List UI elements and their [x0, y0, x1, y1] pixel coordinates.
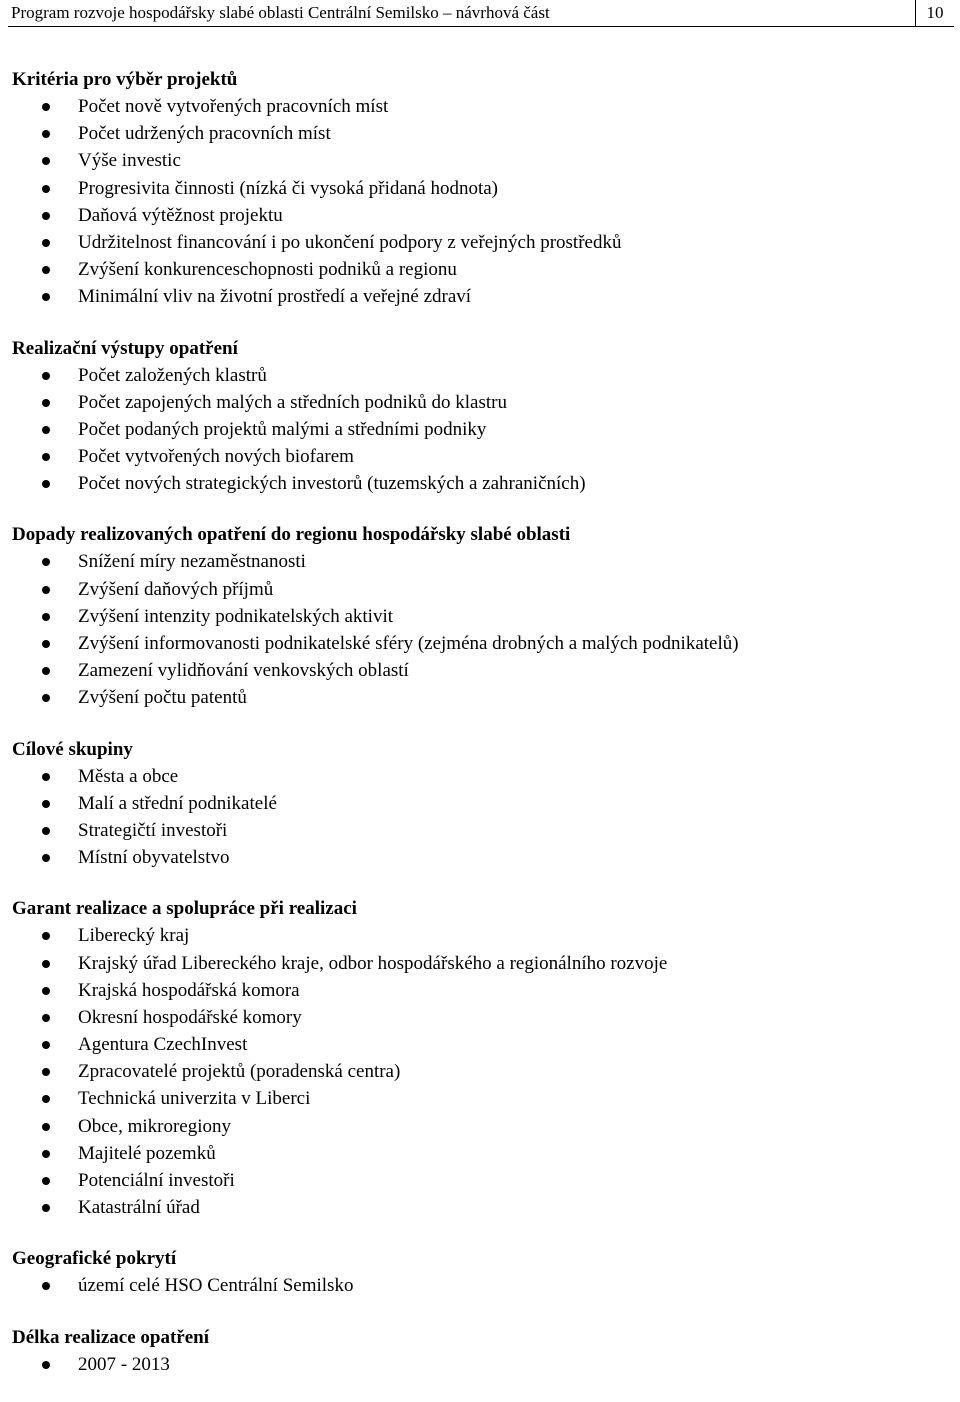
list-item-text: Liberecký kraj [78, 925, 190, 947]
list-item [12, 147, 952, 174]
bullet-icon [42, 800, 50, 808]
list-item [12, 977, 952, 1004]
list-item [12, 817, 952, 844]
list-item-text: Počet vytvořených nových biofarem [78, 446, 354, 468]
list-item-text: Počet nových strategických investorů (tuzemských a zahraničních) [78, 473, 586, 495]
list-item-text: Zvýšení informovanosti podnikatelské sféry (zejména drobných a malých podnikatelů) [78, 633, 739, 654]
bullet-icon [42, 694, 50, 702]
list-item [12, 229, 952, 256]
list-item [12, 1031, 952, 1058]
bullet-list [12, 362, 952, 498]
list-item-text: Počet podaných projektů malými a středními podniky [78, 418, 487, 440]
list-item-text: Zamezení vylidňování venkovských oblastí [78, 660, 409, 682]
section-heading: Garant realizace a spolupráce při realizaci [12, 898, 357, 920]
list-item [12, 763, 952, 790]
list-item-text: Zvýšení počtu patentů [78, 687, 247, 709]
section-heading: Cílové skupiny [12, 738, 133, 760]
list-item [12, 93, 952, 120]
bullet-list [12, 1272, 952, 1299]
list-item-text: Výše investic [78, 150, 181, 172]
bullet-icon [42, 1014, 50, 1022]
list-item-text: Katastrální úřad [78, 1197, 200, 1219]
bullet-list [12, 922, 952, 1221]
list-item-text: Zvýšení konkurenceschopnosti podniků a regionu [78, 259, 457, 281]
bullet-icon [42, 932, 50, 940]
list-item-text: Počet nově vytvořených pracovních míst [78, 96, 389, 117]
bullet-icon [42, 426, 50, 434]
bullet-icon [42, 640, 50, 648]
section [12, 335, 952, 498]
list-item [12, 1351, 952, 1378]
list-item [12, 548, 952, 575]
list-item [12, 416, 952, 443]
list-item-text: Malí a střední podnikatelé [78, 792, 277, 814]
bullet-icon [42, 157, 50, 165]
bullet-icon [42, 103, 50, 111]
list-item-text: Progresivita činnosti (nízká či vysoká přidaná hodnota) [78, 177, 499, 199]
bullet-icon [42, 1150, 50, 1158]
list-item [12, 1058, 952, 1085]
list-item [12, 1140, 952, 1167]
bullet-icon [42, 1041, 50, 1049]
bullet-list [12, 548, 952, 711]
list-item [12, 256, 952, 283]
bullet-icon [42, 399, 50, 407]
list-item-text: Minimální vliv na životní prostředí a veřejné zdraví [78, 286, 472, 308]
bullet-icon [42, 266, 50, 274]
bullet-icon [42, 1204, 50, 1212]
list-item [12, 202, 952, 229]
bullet-icon [42, 130, 50, 138]
list-item-text: Počet založených klastrů [78, 364, 267, 386]
list-item-text: Zvýšení intenzity podnikatelských aktivit [78, 605, 394, 627]
list-item [12, 470, 952, 497]
bullet-list [12, 1351, 952, 1378]
list-item-text: Udržitelnost financování i po ukončení podpory z veřejných prostředků [78, 231, 622, 253]
list-item-text: Technická univerzita v Liberci [78, 1088, 311, 1110]
bullet-icon [42, 667, 50, 675]
list-item [12, 389, 952, 416]
bullet-list [12, 763, 952, 872]
section [12, 736, 952, 872]
list-item [12, 283, 952, 310]
bullet-icon [42, 239, 50, 247]
list-item-text: Snížení míry nezaměstnanosti [78, 551, 306, 573]
list-item-text: Místní obyvatelstvo [78, 847, 230, 869]
list-item-text: Majitelé pozemků [78, 1142, 216, 1164]
list-item [12, 1085, 952, 1112]
section [12, 66, 952, 311]
bullet-icon [42, 185, 50, 193]
page-header [8, 0, 954, 27]
list-item [12, 175, 952, 202]
list-item [12, 1194, 952, 1221]
list-item-text: Krajský úřad Libereckého kraje, odbor hospodářského a regionálního rozvoje [78, 952, 668, 974]
list-item-text: Zvýšení daňových příjmů [78, 578, 274, 600]
bullet-icon [42, 1177, 50, 1185]
list-item [12, 844, 952, 871]
list-item-text: Počet zapojených malých a středních podniků do klastru [78, 391, 507, 413]
list-item-text: Krajská hospodářská komora [78, 979, 300, 1001]
section-heading: Kritéria pro výběr projektů [12, 69, 238, 90]
bullet-icon [42, 1068, 50, 1076]
list-item [12, 950, 952, 977]
page-number: 10 [926, 3, 944, 22]
section-heading: Dopady realizovaných opatření do regionu hospodářsky slabé oblasti [12, 524, 571, 546]
bullet-icon [42, 372, 50, 380]
section-heading: Délka realizace opatření [12, 1326, 209, 1348]
section [12, 895, 952, 1221]
list-item-text: Zpracovatelé projektů (poradenská centra) [78, 1061, 401, 1083]
list-item [12, 657, 952, 684]
bullet-icon [42, 293, 50, 301]
section [12, 1324, 952, 1378]
list-item-text: Daňová výtěžnost projektu [78, 204, 283, 226]
bullet-icon [42, 1282, 50, 1290]
list-item [12, 790, 952, 817]
list-item [12, 630, 952, 657]
list-item-text: Potenciální investoři [78, 1170, 235, 1191]
bullet-icon [42, 586, 50, 594]
list-item-text: 2007 - 2013 [78, 1353, 170, 1375]
list-item [12, 362, 952, 389]
bullet-icon [42, 854, 50, 862]
section [12, 1245, 952, 1299]
bullet-icon [42, 558, 50, 566]
list-item [12, 922, 952, 949]
section [12, 521, 952, 711]
bullet-icon [42, 613, 50, 621]
section-heading: Realizační výstupy opatření [12, 337, 238, 359]
bullet-icon [42, 212, 50, 220]
list-item-text: Obce, mikroregiony [78, 1115, 232, 1137]
bullet-icon [42, 987, 50, 995]
bullet-icon [42, 1123, 50, 1131]
bullet-icon [42, 453, 50, 461]
list-item [12, 120, 952, 147]
list-item [12, 1113, 952, 1140]
list-item [12, 1272, 952, 1299]
list-item-text: Města a obce [78, 765, 179, 787]
list-item [12, 1004, 952, 1031]
bullet-icon [42, 827, 50, 835]
list-item-text: Okresní hospodářské komory [78, 1006, 302, 1028]
list-item-text: Agentura CzechInvest [78, 1034, 248, 1056]
list-item-text: Počet udržených pracovních míst [78, 123, 331, 145]
list-item [12, 603, 952, 630]
bullet-icon [42, 1361, 50, 1369]
document-body [12, 66, 952, 1402]
list-item-text: Strategičtí investoři [78, 819, 228, 841]
list-item [12, 576, 952, 603]
bullet-icon [42, 480, 50, 488]
bullet-icon [42, 960, 50, 968]
bullet-list [12, 93, 952, 311]
list-item-text: území celé HSO Centrální Semilsko [78, 1275, 354, 1297]
list-item [12, 1167, 952, 1194]
list-item [12, 443, 952, 470]
list-item [12, 684, 952, 711]
bullet-icon [42, 1095, 50, 1103]
document-title: Program rozvoje hospodářsky slabé oblasti Centrální Semilsko – návrhová část [11, 3, 550, 22]
bullet-icon [42, 773, 50, 781]
section-heading: Geografické pokrytí [12, 1248, 177, 1270]
